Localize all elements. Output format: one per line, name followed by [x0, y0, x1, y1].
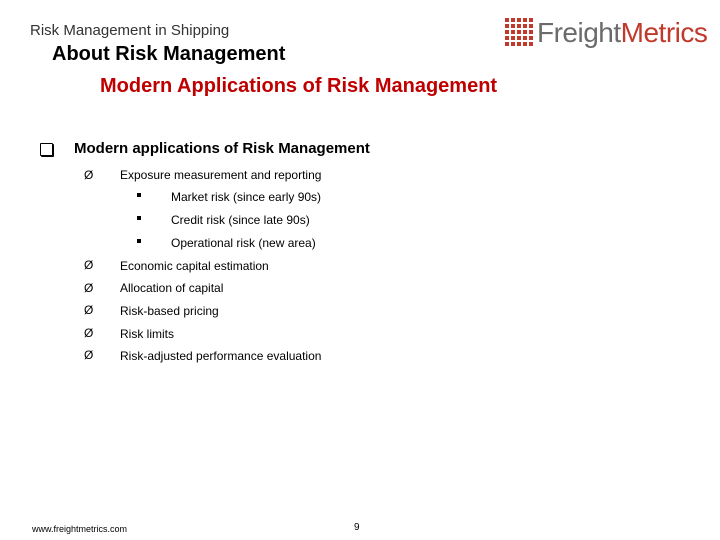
header-label: Risk Management in Shipping: [30, 22, 230, 39]
list-item: Allocation of capital: [120, 281, 224, 295]
square-bullet-icon: [137, 193, 141, 197]
logo-freight: Freight: [537, 17, 621, 48]
list-item: Risk-based pricing: [120, 304, 219, 318]
arrow-bullet-icon: Ø: [84, 168, 94, 182]
list-item: Economic capital estimation: [120, 259, 269, 273]
page-title: About Risk Management: [52, 43, 286, 65]
sub-list-item: Credit risk (since late 90s): [171, 213, 310, 227]
page-number: 9: [354, 522, 360, 533]
logo-wordmark: [537, 18, 707, 48]
arrow-bullet-icon: Ø: [84, 303, 94, 317]
sub-list-item: Market risk (since early 90s): [171, 190, 322, 204]
square-bullet-icon: [137, 216, 141, 220]
sub-list-item: Operational risk (new area): [171, 236, 316, 250]
checkbox-bullet-icon: [40, 143, 53, 156]
footer-url: www.freightmetrics.com: [32, 524, 128, 534]
freightmetrics-logo: [505, 15, 707, 51]
list-item: Risk-adjusted performance evaluation: [120, 349, 322, 363]
arrow-bullet-icon: Ø: [84, 281, 94, 295]
section-heading: Modern applications of Risk Management: [74, 140, 370, 157]
arrow-bullet-icon: Ø: [84, 258, 94, 272]
list-item: Exposure measurement and reporting: [120, 168, 322, 182]
list-item: Risk limits: [120, 327, 174, 341]
logo-metrics: Metrics: [620, 17, 708, 48]
logo-grid-icon: [505, 18, 533, 48]
arrow-bullet-icon: Ø: [84, 326, 94, 340]
page-subtitle: Modern Applications of Risk Management: [100, 75, 498, 97]
square-bullet-icon: [137, 239, 141, 243]
arrow-bullet-icon: Ø: [84, 348, 94, 362]
